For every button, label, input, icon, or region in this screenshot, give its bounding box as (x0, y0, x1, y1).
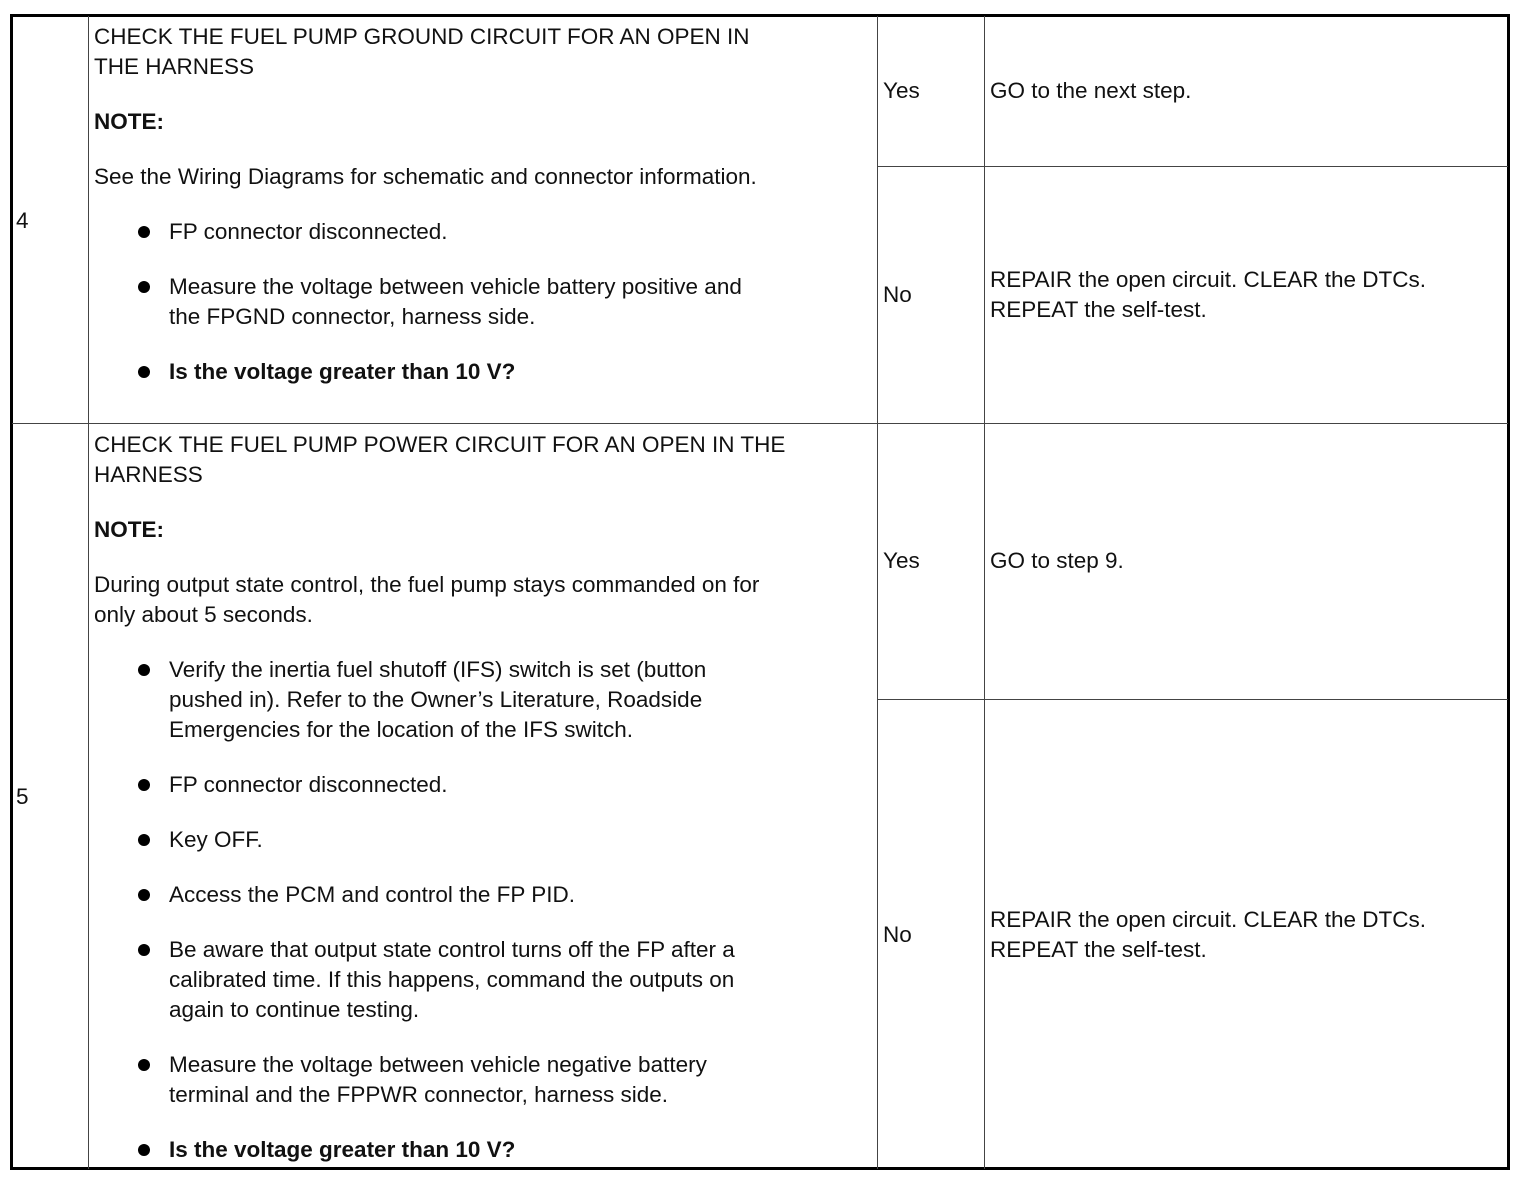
bullet-text: Measure the voltage between vehicle battery positive and (169, 274, 742, 299)
bullet-text: FP connector disconnected. (169, 219, 448, 244)
bullet-icon (138, 664, 150, 676)
answer-label-yes: Yes (883, 78, 920, 103)
note-text: only about 5 seconds. (94, 602, 313, 627)
bullet-icon (138, 779, 150, 791)
bullet-text: terminal and the FPPWR connector, harness side. (169, 1082, 668, 1107)
answer-action: REPEAT the self-test. (990, 937, 1207, 962)
row-divider-4-yes-no (878, 166, 1508, 167)
answer-label-no: No (883, 282, 912, 307)
bullet-text: Emergencies for the location of the IFS switch. (169, 717, 633, 742)
answer-action: GO to step 9. (990, 548, 1124, 573)
bullet-icon (138, 944, 150, 956)
note-label: NOTE: (94, 109, 164, 134)
bullet-text: pushed in). Refer to the Owner’s Literature, Roadside (169, 687, 703, 712)
bullet-question: Is the voltage greater than 10 V? (169, 1137, 516, 1162)
bullet-icon (138, 226, 150, 238)
answer-label-no: No (883, 922, 912, 947)
bullet-question: Is the voltage greater than 10 V? (169, 359, 516, 384)
bullet-text: Measure the voltage between vehicle negative battery (169, 1052, 707, 1077)
step-number: 4 (16, 208, 29, 233)
bullet-text: again to continue testing. (169, 997, 420, 1022)
step-title-line: THE HARNESS (94, 54, 255, 79)
step-title-line: HARNESS (94, 462, 203, 487)
bullet-text: Access the PCM and control the FP PID. (169, 882, 576, 907)
bullet-icon (138, 1059, 150, 1071)
bullet-icon (138, 366, 150, 378)
bullet-text: the FPGND connector, harness side. (169, 304, 536, 329)
answer-label-yes: Yes (883, 548, 920, 573)
note-text: See the Wiring Diagrams for schematic and connector information. (94, 164, 757, 189)
bullet-text: calibrated time. If this happens, command the outputs on (169, 967, 735, 992)
column-divider-answer (984, 16, 985, 1169)
row-divider-5-yes-no (878, 699, 1508, 700)
column-divider-test (877, 16, 878, 1169)
step-title-line: CHECK THE FUEL PUMP GROUND CIRCUIT FOR AN OPEN IN (94, 24, 750, 49)
row-divider-4-5 (12, 423, 1508, 424)
bullet-icon (138, 1144, 150, 1156)
answer-action: REPEAT the self-test. (990, 297, 1207, 322)
bullet-text: Verify the inertia fuel shutoff (IFS) switch is set (button (169, 657, 707, 682)
column-divider-step (88, 16, 89, 1169)
note-text: During output state control, the fuel pump stays commanded on for (94, 572, 760, 597)
bullet-text: FP connector disconnected. (169, 772, 448, 797)
step-number: 5 (16, 784, 29, 809)
note-label: NOTE: (94, 517, 164, 542)
bullet-icon (138, 281, 150, 293)
bullet-text: Be aware that output state control turns off the FP after a (169, 937, 735, 962)
answer-action: REPAIR the open circuit. CLEAR the DTCs. (990, 267, 1426, 292)
bullet-icon (138, 834, 150, 846)
bullet-icon (138, 889, 150, 901)
step-title-line: CHECK THE FUEL PUMP POWER CIRCUIT FOR AN OPEN IN THE (94, 432, 786, 457)
answer-action: REPAIR the open circuit. CLEAR the DTCs. (990, 907, 1426, 932)
answer-action: GO to the next step. (990, 78, 1192, 103)
bullet-text: Key OFF. (169, 827, 263, 852)
